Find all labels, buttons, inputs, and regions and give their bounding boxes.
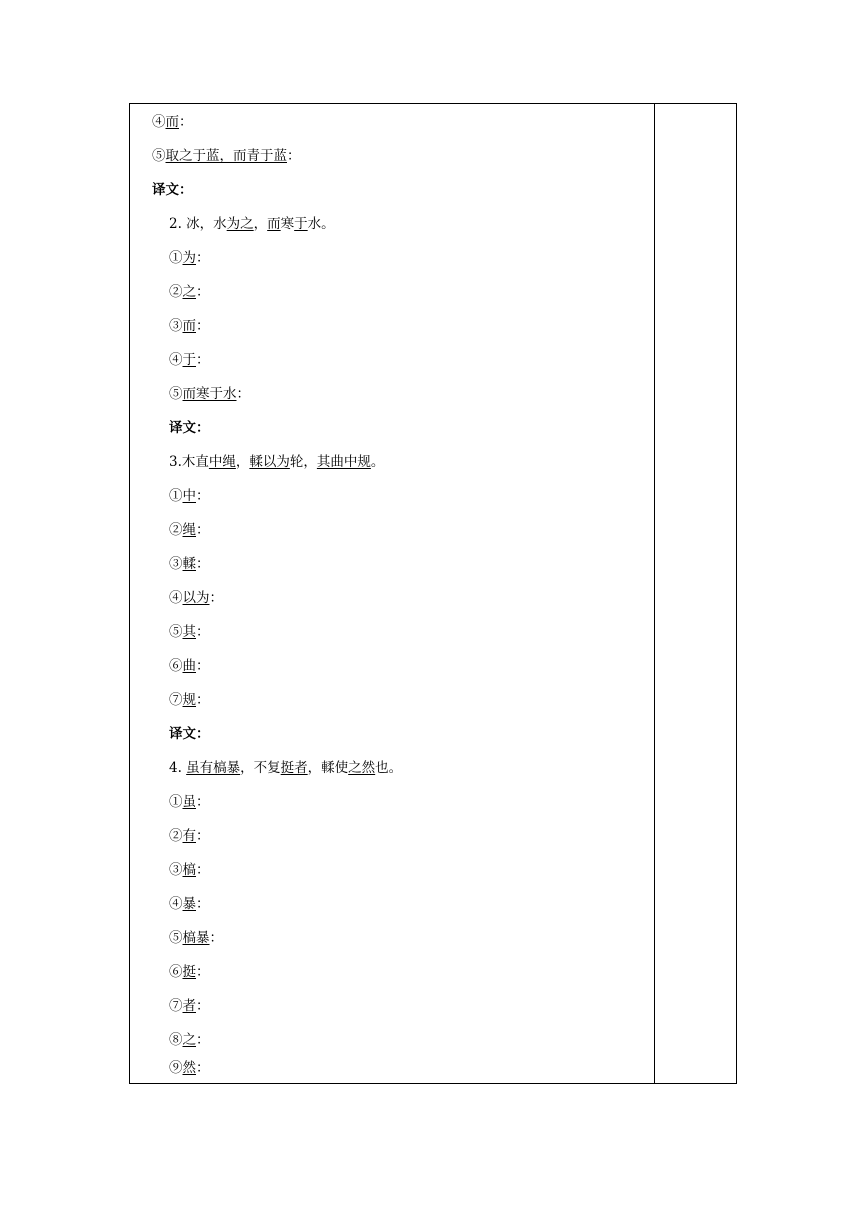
item-marker: ⑤ xyxy=(152,148,166,164)
item-marker: ④ xyxy=(152,114,166,130)
item-marker: ⑦ xyxy=(169,998,183,1014)
underlined-term: 于 xyxy=(182,352,196,368)
item-marker: ④ xyxy=(169,352,183,368)
underlined-term: 之然 xyxy=(348,760,376,776)
sub-item xyxy=(169,250,210,266)
sub-item xyxy=(169,1032,210,1048)
colon: ： xyxy=(236,386,250,402)
item-marker: ① xyxy=(169,250,183,266)
sub-item xyxy=(169,658,210,674)
sub-item xyxy=(169,556,210,572)
underlined-term: 然 xyxy=(182,1060,196,1076)
sentence-text: 。 xyxy=(370,454,385,470)
sentence-text: ， xyxy=(235,454,250,470)
underlined-term: 之 xyxy=(182,284,196,300)
colon: ： xyxy=(287,148,301,164)
question-4-sentence xyxy=(169,760,402,776)
translation-label xyxy=(169,726,210,742)
underlined-term: 规 xyxy=(182,692,196,708)
item-marker: ④ xyxy=(169,590,183,606)
sub-item xyxy=(169,862,210,878)
colon: ： xyxy=(196,896,210,912)
translation-label-text: 译文： xyxy=(169,726,210,742)
underlined-term: 暴 xyxy=(182,896,196,912)
colon: ： xyxy=(196,862,210,878)
sub-item xyxy=(169,522,210,538)
colon: ： xyxy=(209,930,223,946)
item-marker: ⑥ xyxy=(169,658,183,674)
underlined-term: 其 xyxy=(182,624,196,640)
colon: ： xyxy=(196,658,210,674)
item-marker: ⑤ xyxy=(169,624,183,640)
sub-item xyxy=(169,828,210,844)
sub-item xyxy=(169,964,210,980)
translation-label-text: 译文： xyxy=(152,182,193,198)
sentence-text: ，輮使 xyxy=(307,760,349,776)
sub-item-4-er xyxy=(152,114,193,130)
underlined-term: 而 xyxy=(267,216,281,232)
sub-item xyxy=(169,692,210,708)
colon: ： xyxy=(196,318,210,334)
underlined-term: 之 xyxy=(182,1032,196,1048)
underlined-term: 以为 xyxy=(182,590,210,606)
colon: ： xyxy=(196,828,210,844)
underlined-term: 有 xyxy=(182,828,196,844)
underlined-phrase: 其曲中规 xyxy=(316,454,371,470)
item-marker: ⑧ xyxy=(169,1032,183,1048)
sub-item xyxy=(169,998,210,1014)
colon: ： xyxy=(196,1032,210,1048)
underlined-term: 曲 xyxy=(182,658,196,674)
translation-label-text: 译文： xyxy=(169,420,210,436)
sub-item xyxy=(169,896,210,912)
sub-item xyxy=(169,624,210,640)
item-marker: ⑥ xyxy=(169,964,183,980)
underlined-term: 而 xyxy=(182,318,196,334)
sub-item xyxy=(169,488,210,504)
sentence-text: 寒 xyxy=(280,216,295,232)
colon: ： xyxy=(196,250,210,266)
item-marker: ③ xyxy=(169,556,183,572)
colon: ： xyxy=(196,352,210,368)
colon: ： xyxy=(196,692,210,708)
underlined-term: 挺 xyxy=(182,964,196,980)
item-marker: ① xyxy=(169,488,183,504)
item-marker: ⑤ xyxy=(169,930,183,946)
sub-item xyxy=(169,1060,210,1076)
colon: ： xyxy=(179,114,193,130)
sentence-text: 3.木直 xyxy=(169,454,209,470)
colon: ： xyxy=(196,488,210,504)
sub-item xyxy=(169,284,210,300)
colon: ： xyxy=(196,522,210,538)
item-marker: ② xyxy=(169,284,183,300)
colon: ： xyxy=(196,964,210,980)
colon: ： xyxy=(196,998,210,1014)
sentence-text: 2. 冰，水 xyxy=(169,216,227,232)
underlined-term: 挺者 xyxy=(280,760,308,776)
sub-item xyxy=(169,794,210,810)
sentence-text: 水。 xyxy=(307,216,335,232)
item-marker: ② xyxy=(169,828,183,844)
sub-item xyxy=(169,930,223,946)
colon: ： xyxy=(209,590,223,606)
item-marker: ⑤ xyxy=(169,386,183,402)
translation-label xyxy=(152,182,193,198)
underlined-term: 槁 xyxy=(182,862,196,878)
colon: ： xyxy=(196,794,210,810)
underlined-term: 为 xyxy=(182,250,196,266)
underlined-term: 为之 xyxy=(226,216,254,232)
item-marker: ③ xyxy=(169,862,183,878)
underlined-phrase: 虽有槁暴 xyxy=(186,760,241,776)
sub-item xyxy=(169,590,223,606)
column-divider xyxy=(654,103,655,1084)
underlined-term: 而 xyxy=(165,114,179,130)
underlined-phrase: 取之于蓝，而青于蓝 xyxy=(165,148,287,164)
underlined-term: 者 xyxy=(182,998,196,1014)
item-marker: ⑦ xyxy=(169,692,183,708)
underlined-term: 中 xyxy=(182,488,196,504)
sentence-text: 轮， xyxy=(289,454,317,470)
colon: ： xyxy=(196,284,210,300)
sentence-text: ， xyxy=(253,216,268,232)
item-marker: ③ xyxy=(169,318,183,334)
item-marker: ② xyxy=(169,522,183,538)
colon: ： xyxy=(196,624,210,640)
question-3-sentence xyxy=(169,454,384,470)
translation-label xyxy=(169,420,210,436)
item-marker: ⑨ xyxy=(169,1060,183,1076)
sentence-text: ，不复 xyxy=(240,760,281,776)
sub-item xyxy=(169,318,210,334)
sub-item-5-phrase xyxy=(152,148,301,164)
sub-item xyxy=(169,386,250,402)
sub-item xyxy=(169,352,210,368)
sentence-text: 4. xyxy=(169,760,187,776)
underlined-phrase: 而寒于水 xyxy=(182,386,237,402)
underlined-term: 绳 xyxy=(182,522,196,538)
sentence-text: 也。 xyxy=(375,760,403,776)
underlined-term: 虽 xyxy=(182,794,196,810)
item-marker: ④ xyxy=(169,896,183,912)
colon: ： xyxy=(196,556,210,572)
underlined-term: 輮 xyxy=(182,556,196,572)
underlined-term: 于 xyxy=(294,216,308,232)
question-2-sentence xyxy=(169,216,335,232)
underlined-term: 槁暴 xyxy=(182,930,210,946)
item-marker: ① xyxy=(169,794,183,810)
underlined-term: 中绳 xyxy=(208,454,236,470)
underlined-term: 輮以为 xyxy=(249,454,290,470)
colon: ： xyxy=(196,1060,210,1076)
